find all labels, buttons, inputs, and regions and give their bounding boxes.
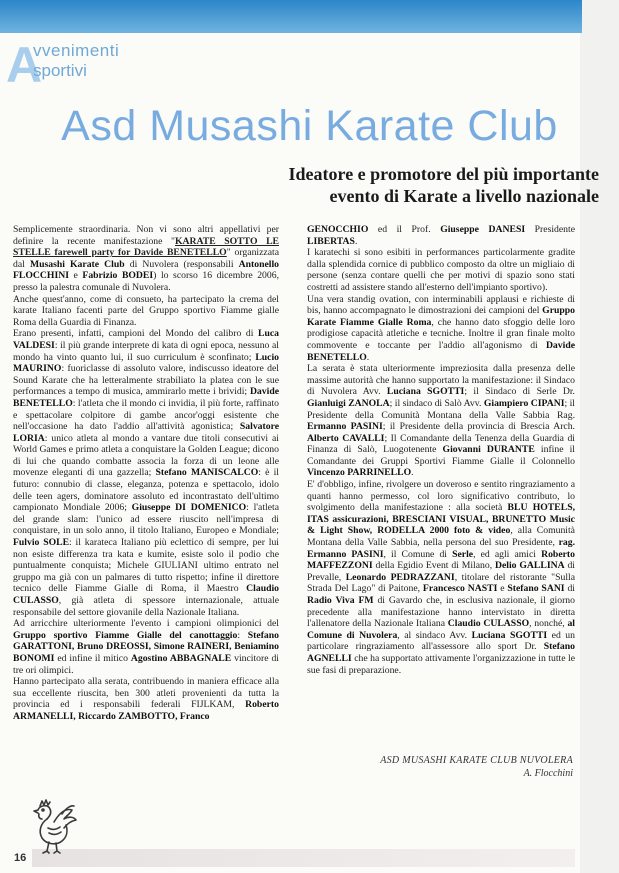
article-paragraph: [307, 294, 575, 364]
emphasized-text: Giuseppe DI DOMENICO: [131, 502, 247, 514]
text-run: , il Comune di: [383, 548, 453, 560]
emphasized-text: Luciana SGOTTI: [386, 386, 465, 398]
emphasized-text: Luca VALDESI: [13, 328, 279, 351]
text-run: .: [411, 467, 414, 479]
right-text-column: [307, 224, 575, 784]
text-run: ; Il Comandante della Tenenza della Guardia di Finanza di Salò, Luogotenente: [307, 432, 576, 456]
text-run: : l'atleta del grande slam: l'unico ad essere riuscito nell'impresa di conquistare, in un solo anno, il titolo Italiano, Europeo e Mondiale;: [13, 502, 279, 537]
text-run: I karatechi si sono esibiti in performances particolarmente gradite dalla splendida cornice di pubblico composto da oltre un migliaio di persone (senza contare quelli che per motivi di spazio sono stati costretti ad assistere stando all'esterno dell'impianto sportivo).: [307, 247, 575, 293]
emphasized-text: LIBERTAS: [307, 235, 355, 247]
text-run: ; il Sindaco di Serle Dr.: [464, 386, 575, 398]
rooster-icon: [18, 792, 80, 856]
emphasized-text: Davide BENETELLO: [13, 386, 279, 409]
subtitle-line-1: Ideatore e promotore del più importante: [288, 164, 599, 184]
text-run: Semplicemente straordinaria. Non vi sono altri appellativi per definire la recente manifestazione ": [13, 224, 279, 247]
text-run: :: [237, 629, 248, 641]
subtitle-line-2: evento di Karate a livello nazionale: [329, 186, 599, 206]
text-run: ; il sindaco di Salò Avv.: [389, 397, 484, 409]
text-run: : è il futuro: connubio di classe, eleganza, potenza e spettacolo, idolo delle teen agers, dominatore assoluto ed incontrastato dell'ultimo campionato Mondiale 2006;: [13, 467, 279, 514]
emphasized-text: Luciana SGOTTI: [471, 629, 548, 641]
footer-bar: [32, 849, 575, 867]
emphasized-text: Alberto CAVALLI: [307, 432, 385, 444]
text-run: Hanno partecipato alla serata, contribuendo in maniera efficace alla sua eccellente riuscita, ben 300 atleti provenienti da tutta la provincia ed i responsabili federali FIJLKAM,: [13, 676, 279, 711]
emphasized-text: Claudio CULASSO: [447, 618, 530, 630]
emphasized-text: Ermanno PASINI: [307, 421, 383, 433]
article-paragraph: [13, 676, 279, 722]
page-number: 16: [14, 852, 27, 864]
emphasized-text: Leonardo PEDRAZZANI: [345, 571, 455, 583]
text-run: .: [366, 351, 370, 363]
emphasized-text: Stefano SANI: [507, 583, 565, 595]
emphasized-text: Claudio CULASSO: [13, 583, 279, 606]
section-initial: A: [6, 37, 43, 93]
text-run: : il karateca Italiano più eclettico di sempre, per lui non esiste differenza tra kata e kumite, esiste solo il podio che puntualmente conquista; Michele GIULIANI ultimo entrato nel gruppo ma già con un palmares di tutto rispetto; infine il direttore tecnico delle Fiamme Gialle di Roma, il Maestro: [13, 537, 279, 595]
text-run: , nonché,: [529, 618, 568, 630]
text-run: e: [68, 270, 83, 282]
emphasized-text: rag. Ermanno PASINI: [307, 537, 575, 560]
text-run: infine il Comandante dei Gruppi Sportivi Fiamme Gialle il Colonnello: [307, 444, 575, 467]
signature-org: ASD MUSASHI KARATE CLUB NUVOLERA: [380, 755, 573, 766]
emphasized-text: Fabrizio BODEI: [82, 270, 154, 282]
text-run: Ad arricchire ulteriormente l'evento i campioni olimpionici del: [13, 618, 279, 630]
emphasized-text: Serle: [452, 548, 474, 560]
text-run: e: [497, 583, 508, 595]
text-run: , già atleta di spessore internazionale, attuale responsabile del settore giovanile della Nazionale Italiana.: [13, 595, 279, 618]
emphasized-text: Lucio MAURINO: [13, 351, 279, 375]
emphasized-text: Roberto ARMANELLI, Riccardo ZAMBOTTO, Franco: [13, 699, 279, 722]
text-run: , che hanno dato sfoggio delle loro prodigiose capacità atletiche e tecniche. Inoltre il gran finale molto commovente e toccante per l'addio all'agonismo di: [307, 316, 575, 351]
text-run: ) lo scorso 16 dicembre 2006, presso la palestra comunale di Nuvolera.: [13, 270, 279, 293]
text-run: , al sindaco Avv.: [397, 629, 472, 641]
emphasized-text: Delio GALLINA: [495, 560, 565, 572]
emphasized-text: Stefano MANISCALCO: [155, 467, 259, 479]
emphasized-text: Francesco NASTI: [422, 583, 498, 595]
text-run: Una vera standig ovation, con interminabili applausi e richieste di bis, hanno accompagnato le dimostrazioni dei campioni del: [307, 293, 575, 317]
article-paragraph: [307, 224, 575, 247]
signature: [380, 754, 573, 780]
text-run: della Egidio Event di Milano,: [372, 560, 495, 572]
text-run: di: [564, 583, 575, 595]
emphasized-text: Gianluigi ZANOLA: [307, 397, 390, 409]
article-paragraph: [13, 328, 279, 618]
emphasized-text: Davide BENETELLO: [307, 339, 575, 363]
emphasized-text: al Comune di Nuvolera: [307, 618, 575, 641]
article-paragraph: [307, 479, 575, 676]
text-run: E' d'obbligo, infine, rivolgere un doveroso e sentito ringraziamento a quanti hanno permesso, col loro significativo contributo, lo svolgimento della manifestazione : alla società: [307, 479, 575, 514]
text-run: : unico atleta al mondo a vantare due titoli consecutivi ai World Games e primo atleta a conquistare la Golden League; dicono di lui che quando combatte associa la forza di un leone alle movenze eleganti di una gazzella;: [13, 432, 279, 479]
article-paragraph: [13, 224, 279, 294]
text-run: Erano presenti, infatti, campioni del Mondo del calibro di: [13, 328, 258, 340]
emphasized-text: BLU HOTELS, ITAS assicurazioni, BRESCIANI VISUAL, BRUNETTO Music & Light Show, RODELLA 2000 foto & video: [307, 502, 575, 537]
emphasized-text: Giampiero CIPANI: [483, 397, 565, 409]
text-run: : il più grande interprete di kata di ogni epoca, nessuno al mondo ha vinto quanto lui, il suo curriculum è sconfinato;: [13, 339, 279, 363]
text-run: ; il Presidente della Comunità Montana della Valle Sabbia Rag.: [307, 397, 575, 421]
signature-author: A. Flocchini: [523, 768, 573, 779]
emphasized-text: Vincenzo PARRINELLO: [307, 467, 412, 479]
text-run: " organizzata dal: [13, 247, 279, 270]
text-run: vincitore di tre ori olimpici.: [13, 652, 279, 676]
article-title: Asd Musashi Karate Club: [61, 102, 558, 150]
emphasized-text: GENOCCHIO: [307, 224, 369, 235]
text-run: , ed agli amici: [473, 548, 542, 560]
text-run: , alla Comunità Montana della Valle Sabbia, nella persona del suo Presidente,: [307, 525, 575, 549]
text-run: ed un particolare ringraziamento all'assessore allo sport Dr.: [307, 629, 575, 653]
emphasized-text: Roberto MAFFEZZONI: [307, 548, 575, 572]
emphasized-text: Gruppo Karate Fiamme Gialle Roma: [307, 305, 575, 328]
text-run: ed infine il mitico: [54, 652, 131, 664]
emphasized-text: Radio Viva FM: [307, 595, 374, 606]
text-run: di Nuvolera (responsabili: [124, 258, 239, 270]
text-run: : l'atleta che il mondo ci invidia, il più forte, raffinato e spettacolare colpitore di gambe ancor'oggi esistente che nell'occasione ha dato l'addio all'attività agonistica;: [13, 397, 279, 433]
text-run: ed il Prof.: [368, 224, 441, 235]
emphasized-text: Stefano AGNELLI: [307, 641, 575, 664]
text-run: .: [354, 235, 358, 247]
text-run: , titolare del ristorante "Sulla Strada Del Lago" di Paitone,: [307, 571, 575, 595]
section-line-1: vvenimenti: [33, 41, 120, 60]
text-run: che ha supportato attivamente l'organizzazione in tutte le sue fasi di preparazione.: [307, 652, 575, 676]
emphasized-text: Stefano GARATTONI, Bruno DREOSSI, Simone RAINERI, Beniamino BONOMI: [13, 629, 279, 664]
emphasized-text: Gruppo sportivo Fiamme Gialle del canottaggio: [13, 629, 238, 641]
text-run: : fuoriclasse di assoluto valore, indiscusso ideatore del Sound Karate che ha letteralmente strabiliato la platea con le sue performances a tempo di musica, ammirarlo mette i brividi;: [13, 363, 279, 398]
emphasized-text: Musashi Karate Club: [29, 258, 125, 270]
article-subtitle: [289, 163, 599, 207]
section-line-2: sportivi: [33, 61, 87, 80]
article-paragraph: [13, 618, 279, 676]
article-paragraph: [13, 294, 279, 329]
emphasized-text: Fulvio SOLE: [13, 537, 70, 549]
header-band: [0, 0, 582, 33]
text-run: ; il Presidente della provincia di Brescia Arch.: [382, 421, 575, 433]
text-run: Anche quest'anno, come di consueto, ha partecipato la crema del karate Italiano facenti parte del Gruppo sportivo Fiamme gialle Roma della Guardia di Finanza.: [13, 293, 279, 328]
emphasized-text: Agostino ABBAGNALE: [130, 652, 232, 664]
text-run: di Gavardo che, in esclusiva nazionale, il giorno precedente alla manifestazione hanno intervistato in diretta l'allenatore della Nazionale Italiana: [307, 595, 575, 630]
emphasized-text: Giuseppe DANESI: [440, 224, 526, 235]
left-text-column: [13, 224, 279, 848]
text-run: La serata è stata ulteriormente impreziosita dalla presenza delle massime autorità che hanno supportato la manifestazione: il Sindaco di Nuvolera Avv.: [307, 363, 575, 398]
emphasized-text: KARATE SOTTO LE STELLE farewell party for Davide BENETELLO: [13, 235, 279, 259]
emphasized-text: Salvatore LORIA: [13, 421, 279, 444]
text-run: Presidente: [525, 224, 576, 235]
article-paragraph: [307, 363, 575, 479]
article-paragraph: [307, 247, 575, 293]
emphasized-text: Giovanni DURANTE: [442, 444, 535, 456]
text-run: di Prevalle,: [307, 560, 575, 583]
emphasized-text: Antonello FLOCCHINI: [13, 258, 280, 282]
